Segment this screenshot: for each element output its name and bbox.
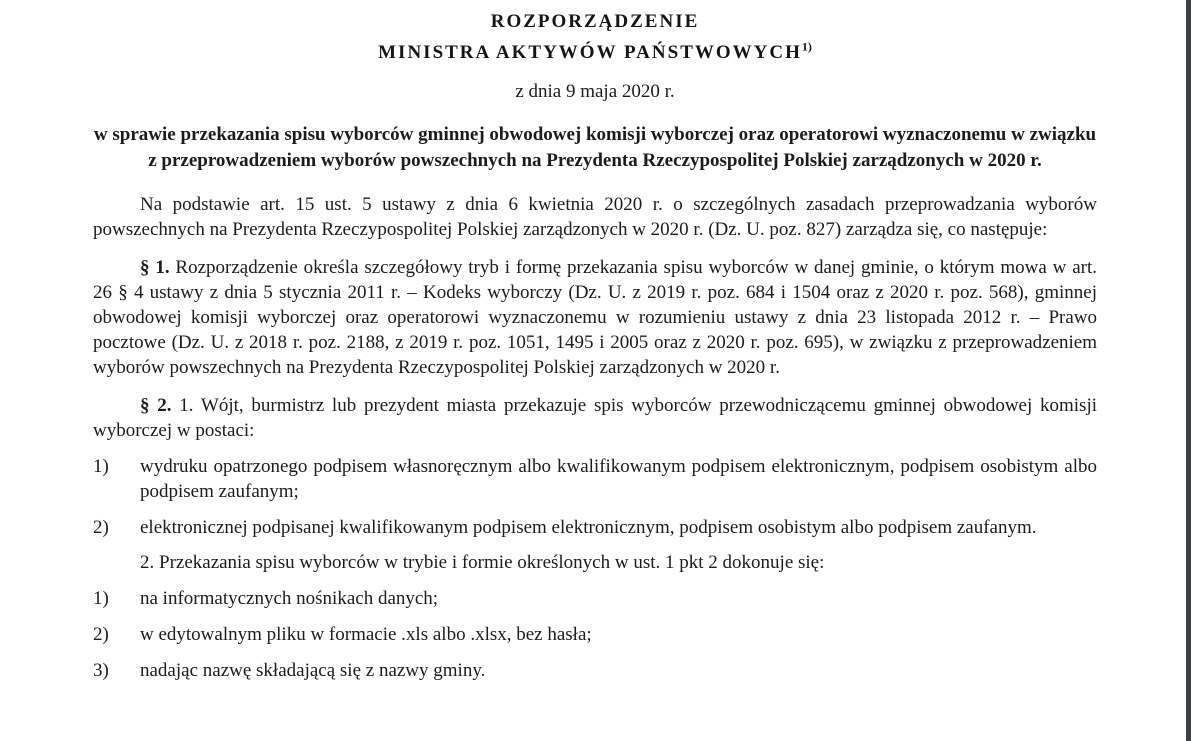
section-2-ust-1-text: 1. Wójt, burmistrz lub prezydent miasta przekazuje spis wyborców przewodniczącemu gminnej obwodowej komisji wyborczej w postaci:	[93, 395, 1098, 441]
list-item-number: 3)	[93, 660, 109, 681]
section-1-text: Rozporządzenie określa szczegółowy tryb i formę przekazania spisu wyborców w danej gminie, o którym mowa w art. 26 § 4 ustawy z dnia 5 stycznia 2011 r. – Kodeks wyborczy (Dz. U. z 2019 r. poz. 684 i 1504 oraz z 2020 r. poz. 568), gminnej obwodowej komisji wyborczej oraz operatorowi wyznaczonemu w rozumieniu ustawy z dnia 23 listopada 2012 r. – Prawo pocztowe (Dz. U. z 2018 r. poz. 2188, z 2019 r. poz. 1051, 1495 i 2005 oraz z 2020 r. poz. 695), w związku z przeprowadzeniem wyborów powszechnych na Prezydenta Rzeczypospolitej Polskiej zarządzonych w 2020 r.	[93, 257, 1098, 378]
list-item-text: na informatycznych nośnikach danych;	[140, 588, 439, 609]
document-title-ministry	[93, 39, 1097, 66]
list-item-text: w edytowalnym pliku w formacie .xls albo .xlsx, bez hasła;	[140, 624, 592, 645]
ministry-name: MINISTRA AKTYWÓW PAŃSTWOWYCH	[378, 42, 802, 63]
window-right-edge	[1186, 0, 1191, 741]
list-item	[93, 622, 1097, 647]
list-item-text: elektronicznej podpisanej kwalifikowanym podpisem elektronicznym, podpisem osobistym albo podpisem zaufanym.	[140, 517, 1037, 538]
list-item-number: 2)	[93, 517, 109, 538]
document-subject: w sprawie przekazania spisu wyborców gminnej obwodowej komisji wyborczej oraz operatorowi wyznaczonemu w związku z przeprowadzeniem wyborów powszechnych na Prezydenta Rzeczypospolitej Polskiej zarządzonych w 2020 r.	[93, 124, 1097, 171]
list-item-text: nadając nazwę składającą się z nazwy gminy.	[140, 660, 486, 681]
preamble-paragraph: Na podstawie art. 15 ust. 5 ustawy z dnia 6 kwietnia 2020 r. o szczególnych zasadach przeprowadzania wyborów powszechnych na Prezydenta Rzeczypospolitej Polskiej zarządzonych w 2020 r. (Dz. U. poz. 827) zarządza się, co następuje:	[93, 194, 1097, 240]
document-title: ROZPORZĄDZENIE	[490, 11, 700, 32]
footnote-reference: 1)	[801, 39, 812, 54]
list-item-number: 1)	[93, 588, 109, 609]
section-1-paragraph	[93, 255, 1097, 380]
list-item	[93, 454, 1097, 504]
document-date: z dnia 9 maja 2020 r.	[515, 81, 675, 102]
list-item-number: 1)	[93, 456, 109, 477]
list-item-number: 2)	[93, 624, 109, 645]
section-1-label: § 1.	[140, 257, 170, 278]
list-item	[93, 515, 1097, 540]
list-item	[93, 658, 1097, 683]
list-item	[93, 586, 1097, 611]
document-content	[93, 0, 1097, 683]
section-2-ust-2-paragraph: 2. Przekazania spisu wyborców w trybie i formie określonych w ust. 1 pkt 2 dokonuje się:	[140, 552, 825, 573]
list-item-text: wydruku opatrzonego podpisem własnoręcznym albo kwalifikowanym podpisem elektronicznym, podpisem osobistym albo podpisem zaufanym;	[140, 456, 1097, 502]
section-2-ust-1-paragraph	[93, 393, 1097, 443]
section-2-label: § 2.	[140, 395, 172, 416]
